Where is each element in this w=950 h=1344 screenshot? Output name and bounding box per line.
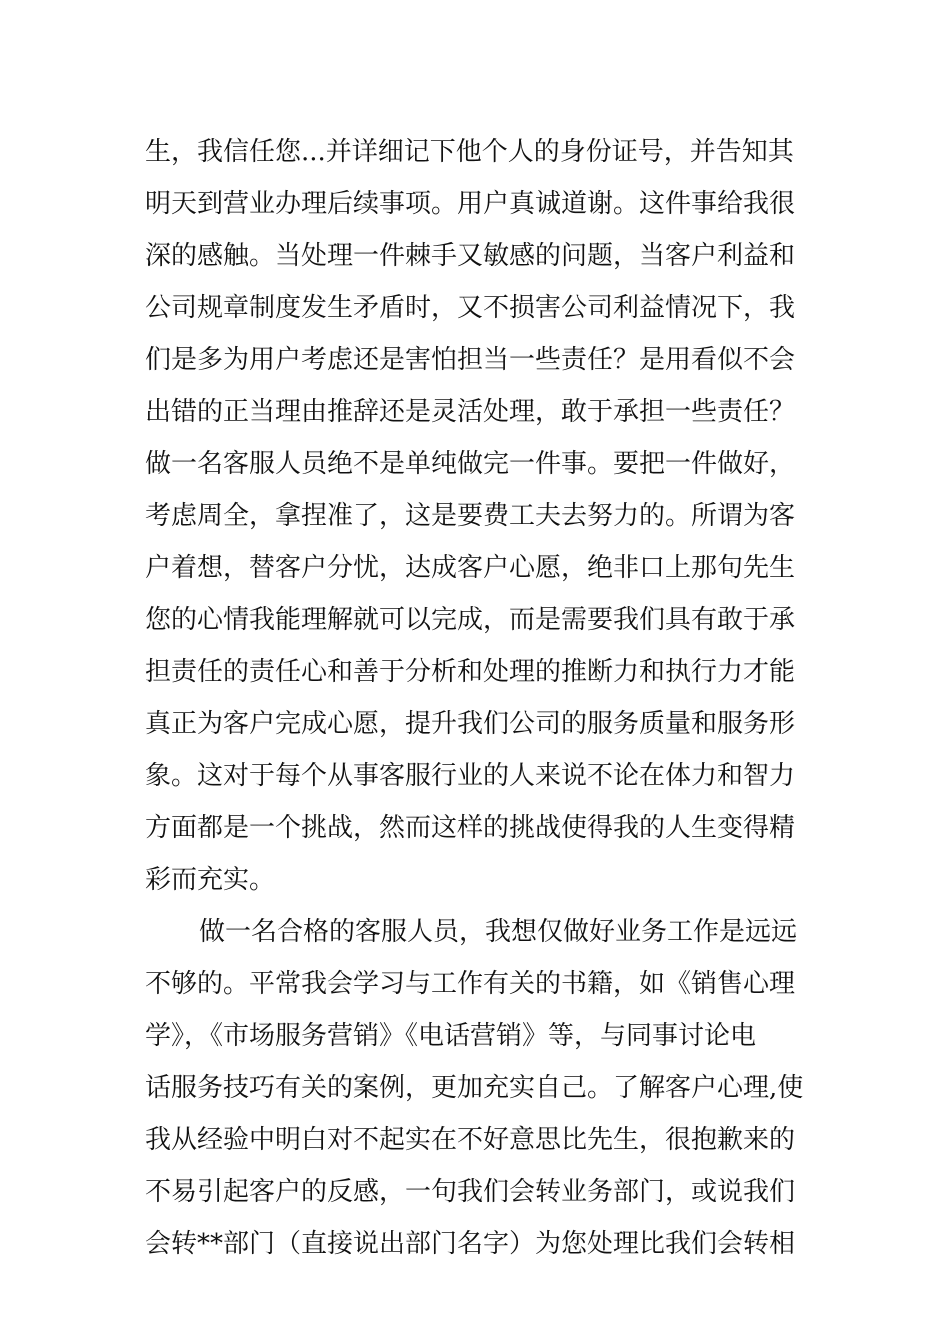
paragraph-2 xyxy=(145,906,810,1270)
text-line: 话服务技巧有关的案例，更加充实自己。了解客户心理,使 xyxy=(145,1073,804,1103)
text-line: 学》，《市场服务营销》《电话营销》等，与同事讨论电 xyxy=(145,1021,757,1051)
text-line: 象。这对于每个从事客服行业的人来说不论在体力和智力 xyxy=(145,761,796,791)
text-line: 出错的正当理由推辞还是灵活处理，敢于承担一些责任？ xyxy=(145,397,796,427)
text-line: 真正为客户完成心愿，提升我们公司的服务质量和服务形 xyxy=(145,709,796,739)
text-line: 彩而充实。 xyxy=(145,865,276,895)
text-line: 户着想，替客户分忧，达成客户心愿，绝非口上那句先生 xyxy=(145,553,796,583)
text-line: 会转**部门（直接说出部门名字）为您处理比我们会转相 xyxy=(145,1229,796,1259)
text-line: 们是多为用户考虑还是害怕担当一些责任？是用看似不会 xyxy=(145,345,796,375)
paragraph-1 xyxy=(145,126,810,906)
text-line: 明天到营业办理后续事项。用户真诚道谢。这件事给我很 xyxy=(145,189,796,219)
text-line: 担责任的责任心和善于分析和处理的推断力和执行力才能 xyxy=(145,657,796,687)
text-line: 您的心情我能理解就可以完成，而是需要我们具有敢于承 xyxy=(145,605,796,635)
text-line: 做一名客服人员绝不是单纯做完一件事。要把一件做好， xyxy=(145,449,796,479)
text-line: 我从经验中明白对不起实在不好意思比先生，很抱歉来的 xyxy=(145,1125,796,1155)
text-line: 深的感触。当处理一件棘手又敏感的问题，当客户利益和 xyxy=(145,241,796,271)
text-line: 考虑周全，拿捏准了，这是要费工夫去努力的。所谓为客 xyxy=(145,501,796,531)
text-line: 不易引起客户的反感，一句我们会转业务部门，或说我们 xyxy=(145,1177,796,1207)
text-line: 生，我信任您...并详细记下他个人的身份证号，并告知其 xyxy=(145,137,794,167)
text-line: 方面都是一个挑战，然而这样的挑战使得我的人生变得精 xyxy=(145,813,796,843)
text-line: 不够的。平常我会学习与工作有关的书籍，如《销售心理 xyxy=(145,969,796,999)
text-line: 做一名合格的客服人员，我想仅做好业务工作是远远 xyxy=(199,917,798,947)
text-line: 公司规章制度发生矛盾时，又不损害公司利益情况下，我 xyxy=(145,293,796,323)
body-text xyxy=(145,126,810,1270)
